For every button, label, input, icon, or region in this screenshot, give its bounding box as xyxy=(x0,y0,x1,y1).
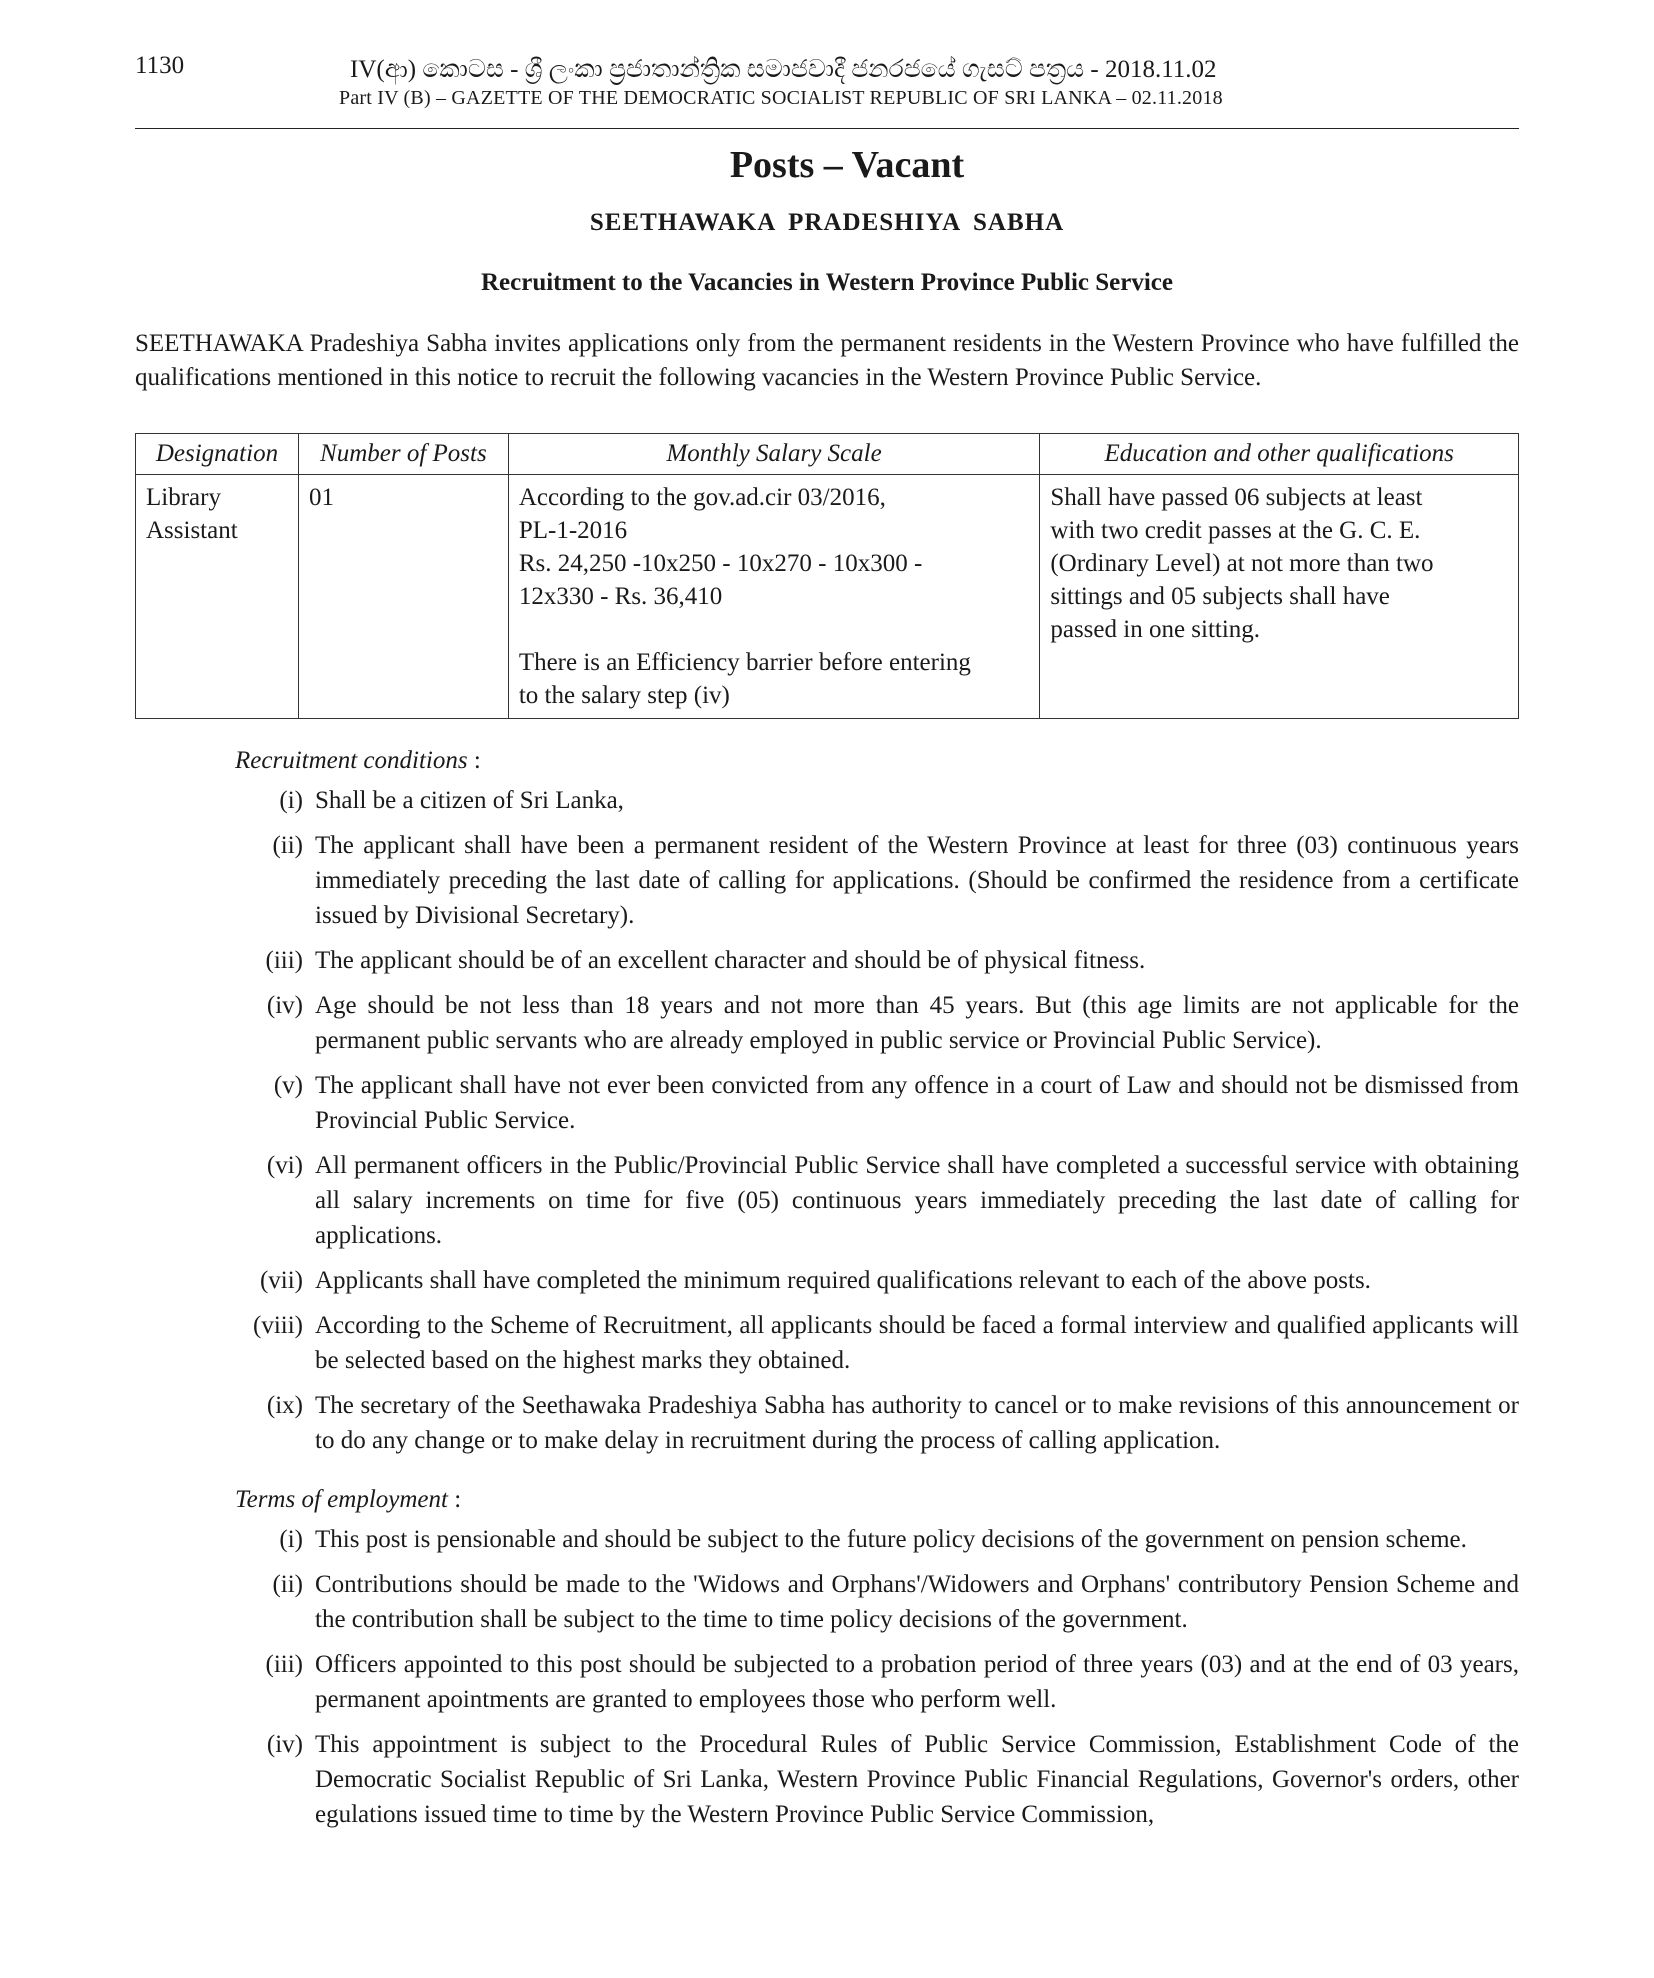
item-text: All permanent officers in the Public/Provincial Public Service shall have completed a successful service with obtaining all salary increments on time for five (05) continuous years immediately preceding the last date of calling for applications. xyxy=(315,1152,1519,1249)
gazette-title-sinhala: IV(ආ) කොටස - ශ්‍රී ලංකා ප්‍රජාතාන්ත්‍රික සමාජවාදී ජනරජයේ ගැසට් පත්‍රය - 2018.11.02 xyxy=(350,56,1217,83)
column-header-salary: Monthly Salary Scale xyxy=(508,434,1040,475)
salary-line: 12x330 - Rs. 36,410 xyxy=(518,583,723,610)
terms-of-employment-list xyxy=(135,1522,1519,1832)
qualification-line: passed in one sitting. xyxy=(1050,616,1261,643)
item-text: According to the Scheme of Recruitment, all applicants should be faced a formal interview and qualified applicants will be selected based on the highest marks they obtained. xyxy=(315,1312,1519,1374)
posts-count: 01 xyxy=(308,484,334,511)
designation-line: Assistant xyxy=(146,517,238,544)
qualification-line: (Ordinary Level) at not more than two xyxy=(1050,550,1434,577)
item-text: Age should be not less than 18 years and not more than 45 years. But (this age limits are not applicable for the permanent public servants who are already employed in public service or Provincial Public Service). xyxy=(315,992,1519,1054)
list-item xyxy=(135,783,1519,818)
page-header xyxy=(135,0,1519,129)
item-number: (vii) xyxy=(259,1267,303,1294)
column-header-posts: Number of Posts xyxy=(298,434,508,475)
item-number: (iv) xyxy=(266,992,303,1019)
item-text: The applicant shall have not ever been convicted from any offence in a court of Law and should not be dismissed from Provincial Public Service. xyxy=(315,1072,1519,1134)
salary-line: Rs. 24,250 -10x250 - 10x270 - 10x300 - xyxy=(518,550,923,577)
terms-of-employment-label: Terms of employment xyxy=(235,1486,448,1513)
salary-note-line: to the salary step (iv) xyxy=(518,682,730,709)
item-number: (iv) xyxy=(266,1731,303,1758)
list-item xyxy=(135,1148,1519,1253)
item-text: Shall be a citizen of Sri Lanka, xyxy=(315,787,624,814)
qualification-line: Shall have passed 06 subjects at least xyxy=(1050,484,1423,511)
designation-line: Library xyxy=(146,484,221,511)
qualification-line: sittings and 05 subjects shall have xyxy=(1050,583,1390,610)
recruitment-conditions-label: Recruitment conditions xyxy=(235,747,468,774)
heading-colon: : xyxy=(467,747,481,774)
list-item xyxy=(135,1388,1519,1458)
item-number: (ix) xyxy=(266,1392,303,1419)
item-number: (i) xyxy=(279,787,303,814)
salary-note-line: There is an Efficiency barrier before entering xyxy=(518,649,971,676)
item-text: The secretary of the Seethawaka Pradeshiya Sabha has authority to cancel or to make revisions of this announcement or to do any change or to make delay in recruitment during the process of calling application. xyxy=(315,1392,1519,1454)
item-text: This post is pensionable and should be subject to the future policy decisions of the government on pension scheme. xyxy=(315,1526,1467,1553)
recruitment-conditions-heading xyxy=(135,747,1519,775)
gazette-title-english: Part IV (B) – GAZETTE OF THE DEMOCRATIC SOCIALIST REPUBLIC OF SRI LANKA – 02.11.2018 xyxy=(339,87,1223,109)
item-text: Contributions should be made to the 'Widows and Orphans'/Widowers and Orphans' contributory Pension Scheme and the contribution shall be subject to the time to time policy decisions of the government. xyxy=(315,1571,1519,1633)
vacancy-table xyxy=(135,433,1519,719)
heading-colon: : xyxy=(447,1486,462,1513)
list-item xyxy=(135,1308,1519,1378)
designation-cell xyxy=(136,475,299,719)
list-item xyxy=(135,1567,1519,1637)
item-text: This appointment is subject to the Procedural Rules of Public Service Commission, Establishment Code of the Democratic Socialist Republic of Sri Lanka, Western Province Public Financial Regulations, Governor's orders, other egulations issued time to time by the Western Province Public Service Commission, xyxy=(315,1731,1519,1828)
table-header-row xyxy=(136,434,1519,475)
salary-cell xyxy=(508,475,1040,719)
item-text: The applicant should be of an excellent character and should be of physical fitness. xyxy=(315,947,1146,974)
list-item xyxy=(135,1263,1519,1298)
column-header-designation: Designation xyxy=(136,434,299,475)
item-text: The applicant shall have been a permanent resident of the Western Province at least for three (03) continuous years immediately preceding the last date of calling for applications. (Should be confirmed the residence from a certificate issued by Divisional Secretary). xyxy=(315,832,1519,929)
item-number: (viii) xyxy=(253,1312,303,1339)
item-number: (iii) xyxy=(265,1651,303,1678)
notice-title: Posts – Vacant xyxy=(729,144,965,186)
item-text: Officers appointed to this post should be subjected to a probation period of three years (03) and at the end of 03 years, permanent apointments are granted to employees those who perform well. xyxy=(315,1651,1519,1713)
terms-of-employment-heading xyxy=(135,1486,1519,1514)
salary-spacer xyxy=(519,613,1030,646)
table-row xyxy=(136,475,1519,719)
recruitment-conditions-list xyxy=(135,783,1519,1458)
column-header-qualifications: Education and other qualifications xyxy=(1040,434,1519,475)
gazette-page xyxy=(135,0,1519,1842)
list-item xyxy=(135,943,1519,978)
list-item xyxy=(135,1727,1519,1832)
item-number: (vi) xyxy=(266,1152,303,1179)
posts-cell xyxy=(298,475,508,719)
item-number: (ii) xyxy=(272,1571,303,1598)
intro-paragraph: SEETHAWAKA Pradeshiya Sabha invites applications only from the permanent residents in the Western Province who have fulfilled the qualifications mentioned in this notice to recruit the following vacancies in the Western Province Public Service. xyxy=(135,330,1519,391)
list-item xyxy=(135,1068,1519,1138)
list-item xyxy=(135,828,1519,933)
list-item xyxy=(135,1647,1519,1717)
organization-name: SEETHAWAKA PRADESHIYA SABHA xyxy=(589,209,1065,236)
qualification-line: with two credit passes at the G. C. E. xyxy=(1050,517,1421,544)
item-number: (ii) xyxy=(272,832,303,859)
list-item xyxy=(135,1522,1519,1557)
page-number: 1130 xyxy=(135,52,185,79)
salary-line: According to the gov.ad.cir 03/2016, xyxy=(518,484,886,511)
list-item xyxy=(135,988,1519,1058)
notice-subtitle: Recruitment to the Vacancies in Western Province Public Service xyxy=(480,269,1174,296)
salary-line: PL-1-2016 xyxy=(518,517,628,544)
qualifications-cell xyxy=(1040,475,1519,719)
item-number: (iii) xyxy=(265,947,303,974)
item-text: Applicants shall have completed the minimum required qualifications relevant to each of the above posts. xyxy=(315,1267,1371,1294)
item-number: (i) xyxy=(279,1526,303,1553)
item-number: (v) xyxy=(273,1072,303,1099)
